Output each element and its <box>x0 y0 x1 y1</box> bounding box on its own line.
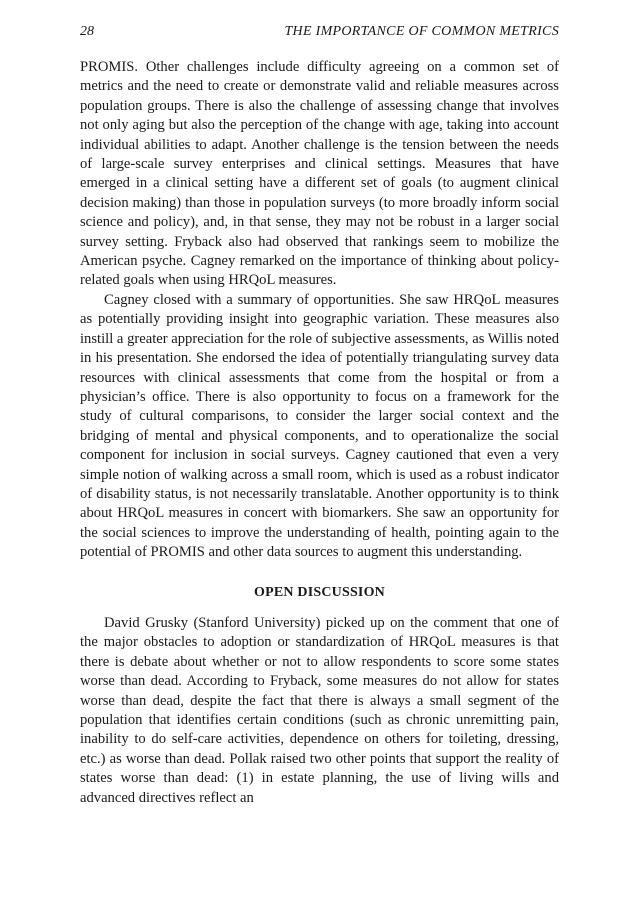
page-number: 28 <box>80 24 94 39</box>
running-title: THE IMPORTANCE OF COMMON METRICS <box>284 24 559 39</box>
section-heading: OPEN DISCUSSION <box>254 584 385 600</box>
document-page <box>80 0 559 808</box>
paragraph-opportunities: Cagney closed with a summary of opportunities. She saw HRQoL measures as potentially providing insight into geographic variation. These measures also instill a greater appreciation for the role of subjective assessments, as Willis noted in his presentation. She endorsed the idea of potentially triangulating survey data resources with clinical assessments that come from the hospital or from a physician’s office. There is also opportunity to focus on a framework for the study of cultural comparisons, to consider the larger social context and the bridging of mental and physical components, and to operationalize the social component for inclusion in social surveys. Cagney cautioned that even a very simple notion of walking across a small room, which is used as a robust indicator of disability status, is not necessarily translatable. Another opportunity is to think about HRQoL measures in concert with biomarkers. She saw an opportunity for the social sciences to improve the understanding of health, pointing again to the potential of PROMIS and other data sources to augment this understanding. <box>80 291 559 561</box>
paragraph-open-discussion: David Grusky (Stanford University) picked up on the comment that one of the major obstacles to adoption or standardization of HRQoL measures is that there is debate about whether or not to allow respondents to score some states worse than dead. According to Fryback, some measures do not allow for states worse than dead, despite the fact that there is always a small segment of the population that identifies certain conditions (such as chronic unremitting pain, inability to do self-care activities, dependence on others for toileting, dressing, etc.) as worse than dead. Pollak raised two other points that support the reality of states worse than dead: (1) in estate planning, the use of living wills and advanced directives reflect an <box>80 614 559 806</box>
paragraph-continued: PROMIS. Other challenges include difficulty agreeing on a common set of metrics and the need to create or demonstrate valid and reliable measures across population groups. There is also the challenge of assessing change that involves not only aging but also the perception of the change with age, taking into account individual abilities to adapt. Another challenge is the tension between the needs of large-scale survey enterprises and clinical settings. Measures that have emerged in a clinical setting have a different set of goals (to augment clinical decision making) than those in population surveys (to more broadly inform social science and policy), and, in that sense, they may not be robust in a larger social survey setting. Fryback also had observed that rankings seem to mobilize the American psyche. Cagney remarked on the importance of thinking about policy-related goals when using HRQoL measures. <box>80 59 559 289</box>
page-header <box>80 24 559 44</box>
body-text <box>80 58 559 808</box>
